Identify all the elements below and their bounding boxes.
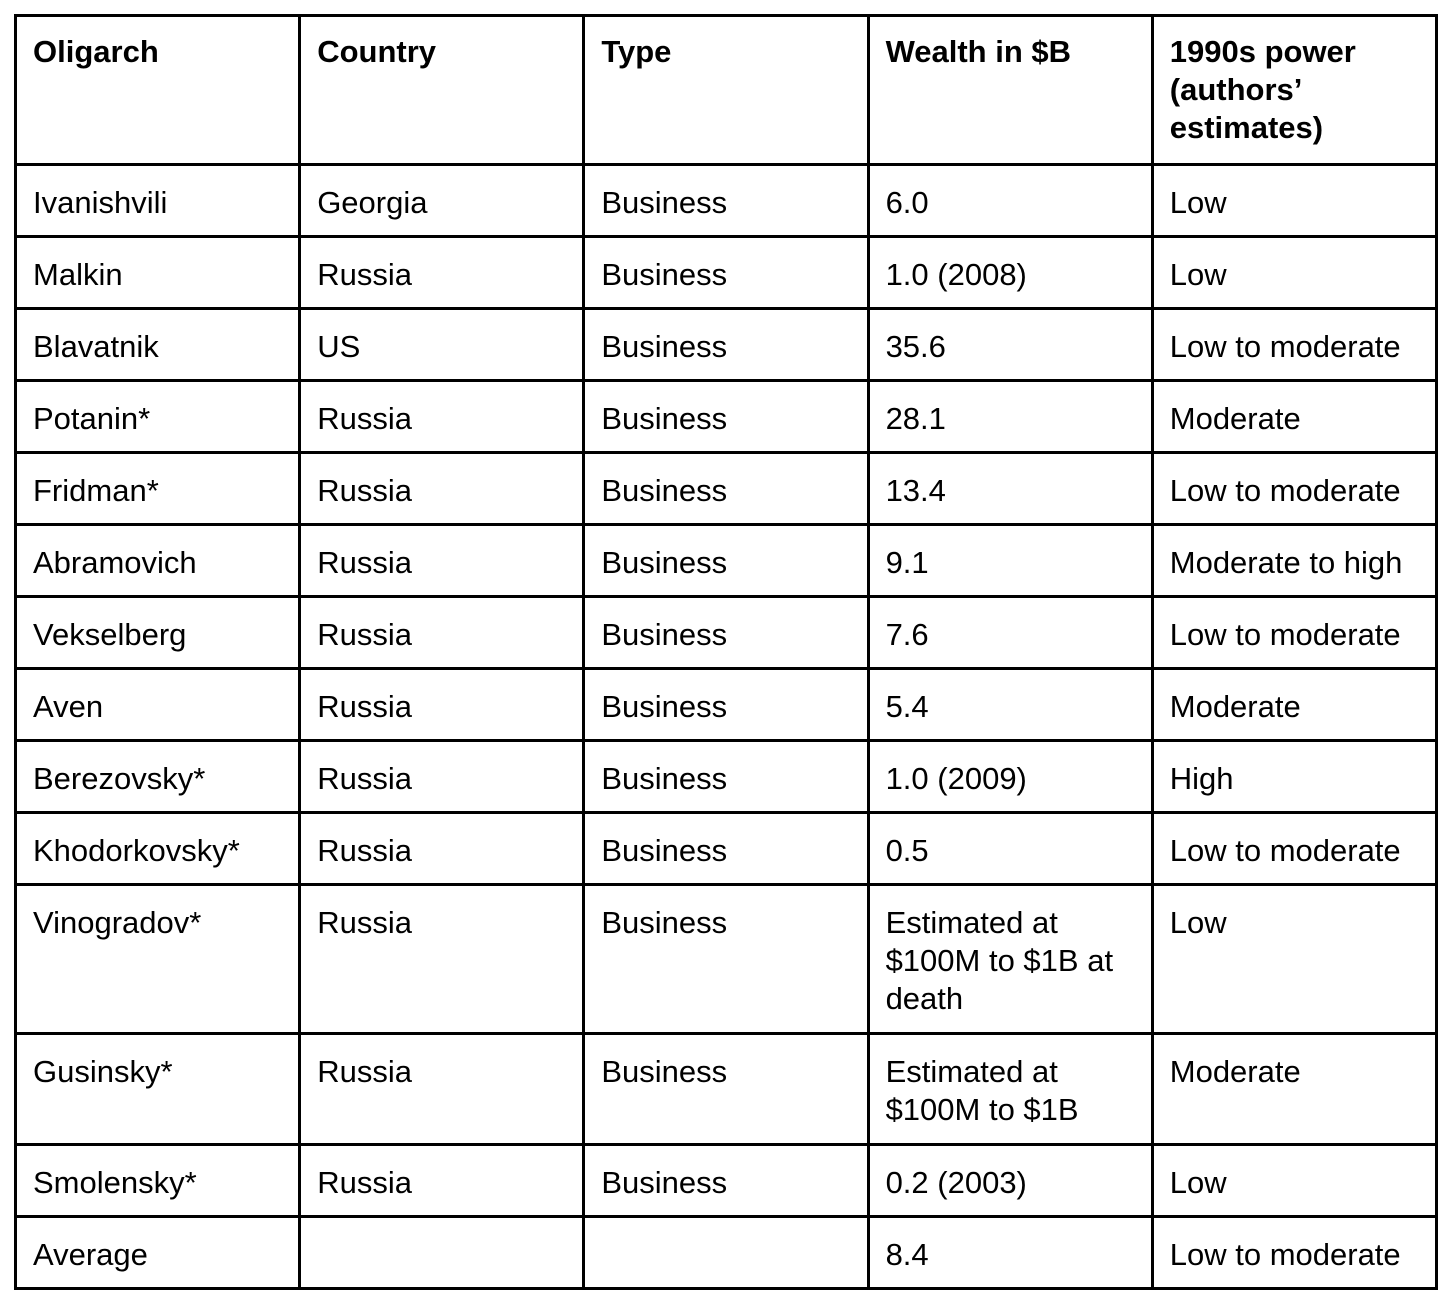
cell-wealth: 35.6 (868, 309, 1152, 381)
cell-power: Moderate to high (1152, 525, 1436, 597)
table-header-row (16, 16, 1437, 165)
cell-type: Business (584, 813, 868, 885)
cell-country: Georgia (300, 165, 584, 237)
cell-wealth: 6.0 (868, 165, 1152, 237)
table-row-average (16, 1217, 1437, 1289)
table-row (16, 741, 1437, 813)
header-wealth: Wealth in $B (868, 16, 1152, 165)
cell-oligarch: Malkin (16, 237, 300, 309)
cell-country: Russia (300, 1034, 584, 1145)
cell-wealth: 0.2 (2003) (868, 1145, 1152, 1217)
cell-power: Moderate (1152, 1034, 1436, 1145)
cell-power: Low (1152, 1145, 1436, 1217)
cell-wealth: 5.4 (868, 669, 1152, 741)
cell-wealth: 8.4 (868, 1217, 1152, 1289)
cell-country: Russia (300, 741, 584, 813)
cell-oligarch: Smolensky* (16, 1145, 300, 1217)
cell-power: Low to moderate (1152, 309, 1436, 381)
cell-power: Low (1152, 885, 1436, 1034)
cell-wealth: 9.1 (868, 525, 1152, 597)
cell-type (584, 1217, 868, 1289)
cell-country: Russia (300, 597, 584, 669)
cell-power: Low (1152, 237, 1436, 309)
cell-type: Business (584, 525, 868, 597)
cell-wealth: 0.5 (868, 813, 1152, 885)
cell-oligarch: Gusinsky* (16, 1034, 300, 1145)
cell-power: Low to moderate (1152, 453, 1436, 525)
cell-wealth: 7.6 (868, 597, 1152, 669)
cell-type: Business (584, 597, 868, 669)
cell-type: Business (584, 453, 868, 525)
header-country: Country (300, 16, 584, 165)
cell-country: US (300, 309, 584, 381)
cell-power: Moderate (1152, 669, 1436, 741)
table-row (16, 381, 1437, 453)
table-row (16, 813, 1437, 885)
cell-power: High (1152, 741, 1436, 813)
cell-wealth: 1.0 (2009) (868, 741, 1152, 813)
table-row (16, 237, 1437, 309)
table-row (16, 597, 1437, 669)
cell-country: Russia (300, 669, 584, 741)
table-row (16, 885, 1437, 1034)
cell-power: Moderate (1152, 381, 1436, 453)
cell-oligarch: Average (16, 1217, 300, 1289)
table-row (16, 453, 1437, 525)
cell-type: Business (584, 309, 868, 381)
cell-power: Low to moderate (1152, 597, 1436, 669)
cell-type: Business (584, 381, 868, 453)
cell-power: Low to moderate (1152, 1217, 1436, 1289)
header-type: Type (584, 16, 868, 165)
oligarch-table (14, 14, 1438, 1290)
cell-country: Russia (300, 237, 584, 309)
cell-type: Business (584, 885, 868, 1034)
table-row (16, 525, 1437, 597)
cell-oligarch: Aven (16, 669, 300, 741)
cell-country: Russia (300, 381, 584, 453)
cell-power: Low (1152, 165, 1436, 237)
cell-wealth: 13.4 (868, 453, 1152, 525)
cell-country: Russia (300, 525, 584, 597)
cell-type: Business (584, 1034, 868, 1145)
cell-wealth: 1.0 (2008) (868, 237, 1152, 309)
cell-power: Low to moderate (1152, 813, 1436, 885)
cell-oligarch: Vinogradov* (16, 885, 300, 1034)
cell-country: Russia (300, 1145, 584, 1217)
table-row (16, 1145, 1437, 1217)
cell-oligarch: Khodorkovsky* (16, 813, 300, 885)
header-1990s-power: 1990s power (authors’ estimates) (1152, 16, 1436, 165)
cell-country: Russia (300, 453, 584, 525)
cell-oligarch: Blavatnik (16, 309, 300, 381)
cell-wealth: Estimated at $100M to $1B at death (868, 885, 1152, 1034)
cell-oligarch: Ivanishvili (16, 165, 300, 237)
cell-wealth: Estimated at $100M to $1B (868, 1034, 1152, 1145)
cell-country: Russia (300, 813, 584, 885)
cell-oligarch: Potanin* (16, 381, 300, 453)
cell-oligarch: Berezovsky* (16, 741, 300, 813)
cell-type: Business (584, 669, 868, 741)
table-row (16, 1034, 1437, 1145)
cell-oligarch: Abramovich (16, 525, 300, 597)
table-row (16, 669, 1437, 741)
table-row (16, 165, 1437, 237)
cell-type: Business (584, 1145, 868, 1217)
cell-country: Russia (300, 885, 584, 1034)
cell-country (300, 1217, 584, 1289)
cell-type: Business (584, 165, 868, 237)
cell-oligarch: Vekselberg (16, 597, 300, 669)
cell-wealth: 28.1 (868, 381, 1152, 453)
table-row (16, 309, 1437, 381)
cell-type: Business (584, 741, 868, 813)
cell-type: Business (584, 237, 868, 309)
header-oligarch: Oligarch (16, 16, 300, 165)
cell-oligarch: Fridman* (16, 453, 300, 525)
